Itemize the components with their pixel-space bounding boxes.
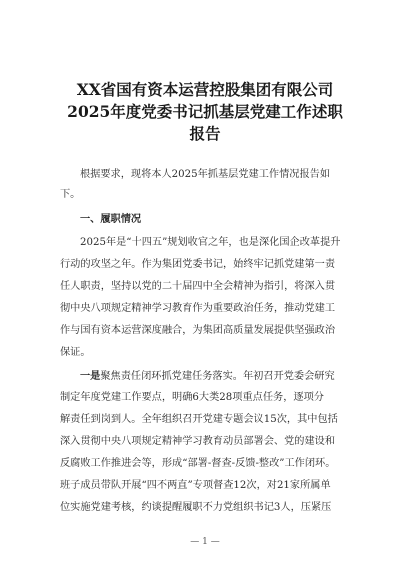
paragraph-1-line-6: 保证。 — [60, 347, 91, 358]
paragraph-2-line-5: 反腐败工作推进会等，形成“部署-督查-反馈-整改”工作闭环。 — [60, 458, 336, 469]
paragraph-2-lead: 一是 — [80, 370, 101, 382]
paragraph-1-line-5: 作与国有资本运营深度融合，为集团高质量发展提供坚强政治 — [60, 325, 336, 336]
paragraph-2-line-3: 解责任到岗到人。全年组织召开党建专题会议15次，其中包括 — [60, 414, 338, 425]
paragraph-2-line-4: 深入贯彻中央八项规定精神学习教育动员部署会、党的建设和 — [60, 436, 336, 447]
paragraph-2-line-1-text: 聚焦责任闭环抓党建任务落实。年初召开党委会研究 — [100, 371, 335, 382]
intro-line-2: 下。 — [60, 189, 81, 200]
page-number: — 1 — — [190, 537, 220, 547]
paragraph-1-line-4: 彻中央八项规定精神学习教育作为重要政治任务，推动党建工 — [60, 303, 336, 314]
document-title-line-2: 2025年度党委书记抓基层党建工作述职 — [67, 102, 343, 121]
paragraph-1-line-3: 任人职责，坚持以党的二十届四中全会精神为指引，将深入贯 — [60, 281, 336, 292]
paragraph-2-line-2: 制定年度党建工作要点，明确6大类28项重点任务，逐项分 — [60, 392, 324, 403]
document-title-line-3: 报告 — [189, 124, 221, 143]
section-heading: 一、履职情况 — [80, 213, 142, 225]
paragraph-2-line-6: 班子成员带队开展“四不两直”专项督查12次，对21家所属单 — [60, 480, 331, 491]
paragraph-1-line-1: 2025年是“十四五”规划收官之年，也是深化国企改革提升 — [80, 237, 341, 248]
document-title-line-1: XX省国有资本运营控股集团有限公司 — [76, 80, 334, 99]
paragraph-1-line-2: 行动的攻坚之年。作为集团党委书记，始终牢记抓党建第一责 — [60, 259, 336, 270]
intro-line-1: 根据要求，现将本人2025年抓基层党建工作情况报告如 — [80, 169, 331, 180]
paragraph-2-line-7: 位实施党建考核，约谈提醒履职不力党组织书记3人，压紧压 — [60, 502, 332, 513]
paragraph-2-line-1 — [80, 369, 335, 384]
